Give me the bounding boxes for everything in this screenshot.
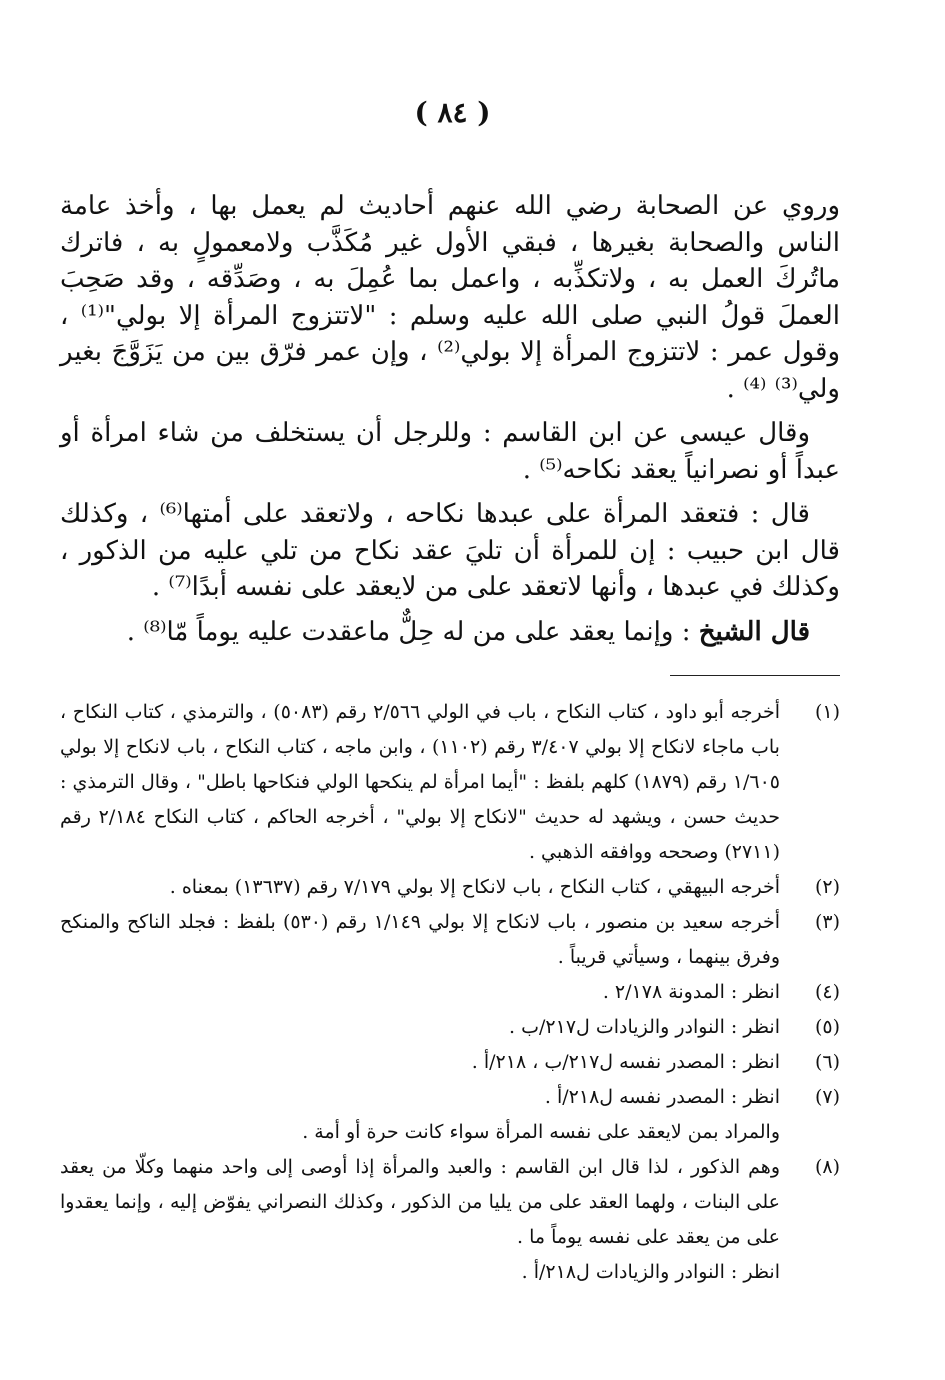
- footnote-number: (١): [814, 701, 840, 723]
- footnote-separator: [670, 675, 840, 676]
- footnote-text: [60, 1150, 780, 1290]
- footnote-text: [60, 1045, 780, 1080]
- footnote-line: انظر : النوادر والزيادات ل٢١٨/أ .: [521, 1261, 780, 1283]
- footnote-line: وهم الذكور ، لذا قال ابن القاسم : والعبد والمرأة إذا أوصى إلى واحد منهما وكلّا من يعقد على البنات ، ولهما العقد على من يليا من الذكور ، وكذلك النصراني يفوّض إليه ، وإنما يعقدوا على من يعقد على نفسه يوماً ما .: [60, 1156, 780, 1248]
- footnote-text: [60, 905, 780, 975]
- paragraph: وقال عيسى عن ابن القاسم : وللرجل أن يستخلف من شاء امرأة أو عبداً أو نصرانياً يعقد نكاحه⁽⁵⁾ .: [60, 418, 840, 485]
- paragraph: قال : فتعقد المرأة على عبدها نكاحه ، ولاتعقد على أمتها⁽⁶⁾ ، وكذلك قال ابن حبيب : إن للمرأة أن تليَ عقد نكاح من تلي عليه من الذكور ، وكذلك في عبدها ، وأنها لاتعقد على من لايعقد على نفسه أبدًا⁽⁷⁾ .: [60, 499, 840, 602]
- footnote-line: انظر : النوادر والزيادات ل٢١٧/ب .: [509, 1016, 780, 1038]
- footnotes: [60, 695, 840, 1290]
- footnote-text: [60, 695, 780, 870]
- footnote: [60, 1010, 840, 1045]
- footnote-line: أخرجه البيهقي ، كتاب النكاح ، باب لانكاح إلا بولي ٧/١٧٩ رقم (١٣٦٣٧) بمعناه .: [169, 876, 780, 898]
- footnote-line: انظر : المصدر نفسه ل٢١٨/أ .: [544, 1086, 780, 1108]
- sheikh-label: قال الشيخ: [698, 616, 810, 647]
- footnote-line: والمراد بمن لايعقد على نفسه المرأة سواء كانت حرة أو أمة .: [302, 1121, 780, 1143]
- footnote-number: (٥): [814, 1016, 840, 1038]
- footnote-number: (٢): [814, 876, 840, 898]
- main-text-body: [60, 188, 840, 650]
- footnote-text: [60, 870, 780, 905]
- footnote-text: [60, 975, 780, 1010]
- footnote-number: (٣): [814, 911, 840, 933]
- footnote-line: أخرجه سعيد بن منصور ، باب لانكاح إلا بولي ١/١٤٩ رقم (٥٣٠) بلفظ : فجلد الناكح والمنكح وفرق بينهما ، وسيأتي قريباً .: [60, 911, 780, 968]
- footnote: [60, 870, 840, 905]
- footnote: [60, 695, 840, 870]
- footnote-text: [60, 1080, 780, 1150]
- footnote-line: انظر : المدونة ٢/١٧٨ .: [602, 981, 780, 1003]
- footnote: [60, 905, 840, 975]
- footnote: [60, 1045, 840, 1080]
- footnote-number: (٨): [814, 1156, 840, 1178]
- footnote: [60, 975, 840, 1010]
- footnote: [60, 1080, 840, 1150]
- footnote-number: (٦): [814, 1051, 840, 1073]
- footnote: [60, 1150, 840, 1290]
- footnote-text: [60, 1010, 780, 1045]
- footnote-line: أخرجه أبو داود ، كتاب النكاح ، باب في الولي ٢/٥٦٦ رقم (٥٠٨٣) ، والترمذي ، كتاب النكاح ، باب ماجاء لانكاح إلا بولي ٣/٤٠٧ رقم (١١٠٢) ، وابن ماجه ، كتاب النكاح ، باب لانكاح إلا بولي ١/٦٠٥ رقم (١٨٧٩) كلهم بلفظ : "أيما امرأة لم ينكحها الولي فنكاحها باطل" ، وقال الترمذي : حديث حسن ، ويشهد له حديث "لانكاح إلا بولي" ، أخرجه الحاكم ، كتاب النكاح ٢/١٨٤ رقم (٢٧١١) وصححه ووافقه الذهبي .: [60, 701, 780, 863]
- footnote-number: (٧): [814, 1086, 840, 1108]
- sheikh-statement: : وإنما يعقد على من له حِلٌّ ماعقدت عليه يوماً مّا⁽⁸⁾ .: [126, 616, 691, 647]
- paragraph: وروي عن الصحابة رضي الله عنهم أحاديث لم يعمل بها ، وأخذ عامة الناس والصحابة بغيرها ، فبقي الأول غير مُكَذَّب ولامعمولٍ به ، فاترك ماتُركَ العمل به ، ولاتكذِّبه ، واعمل بما عُمِلَ به ، وصَدِّقه ، وقد صَحِبَ العملَ قولُ النبي صلى الله عليه وسلم : "لاتتزوج المرأة إلا بولي"⁽¹⁾ ، وقول عمر : لاتتزوج المرأة إلا بولي⁽²⁾ ، وإن عمر فرّق بين من يَزَوَّجَ بغير ولي⁽³⁾ ⁽⁴⁾ .: [60, 191, 841, 404]
- footnote-number: (٤): [814, 981, 840, 1003]
- footnote-line: انظر : المصدر نفسه ل٢١٧/ب ، ٢١٨/أ .: [471, 1051, 780, 1073]
- page-number: ( ٨٤ ): [414, 96, 491, 129]
- paragraph: [60, 614, 840, 651]
